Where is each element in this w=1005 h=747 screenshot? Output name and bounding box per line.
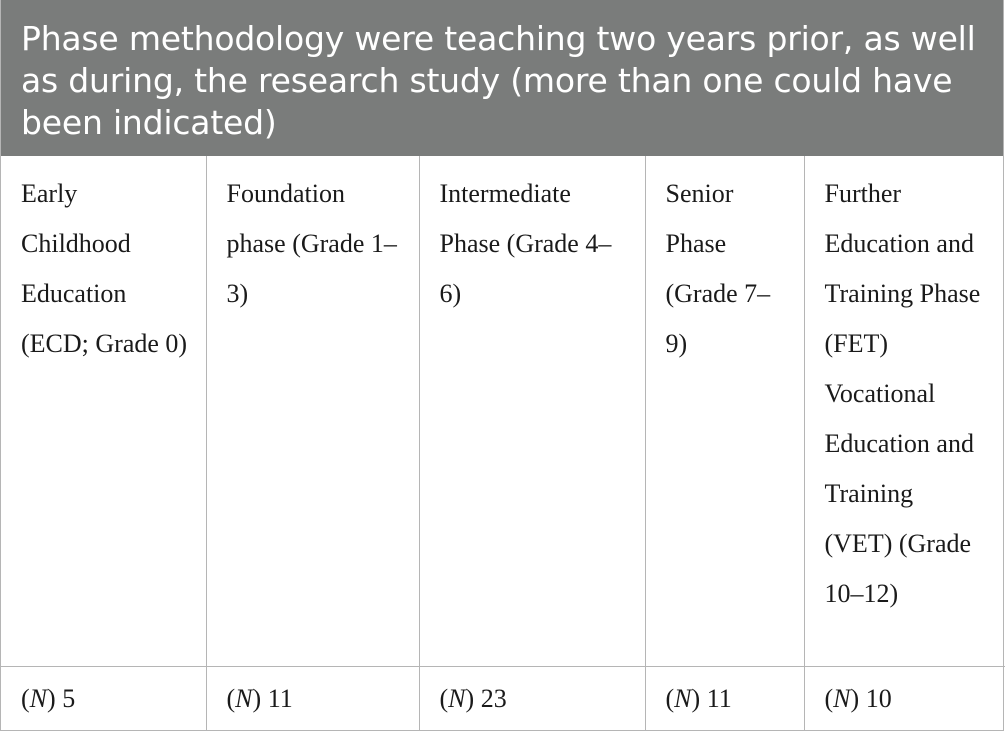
count-cell-ecd: (N) 5	[1, 666, 206, 730]
count-value: 11	[267, 683, 293, 713]
count-cell-fet-vet: (N) 10	[824, 683, 892, 713]
count-value: 10	[865, 683, 892, 713]
column-header-ecd: Early Childhood Education (ECD; Grade 0)	[1, 156, 206, 666]
n-label: N	[833, 683, 851, 713]
count-cell-senior: (N) 11	[645, 666, 804, 730]
n-label: N	[235, 683, 253, 713]
count-value: 11	[706, 683, 732, 713]
column-header-senior: Senior Phase (Grade 7–9)	[645, 156, 804, 666]
count-cell-intermediate: (N) 23	[419, 666, 645, 730]
n-label: N	[674, 683, 692, 713]
column-header-foundation: Foundation phase (Grade 1–3)	[206, 156, 419, 666]
n-label: N	[448, 683, 466, 713]
table-count-row	[1, 666, 1005, 730]
n-label: N	[29, 683, 48, 713]
table-header-row	[1, 156, 1005, 666]
count-cell-foundation: (N) 11	[206, 666, 419, 730]
count-value: 5	[62, 683, 76, 713]
table-body	[1, 156, 1005, 730]
table-title: Phase methodology were teaching two years prior, as well as during, the research study (more than one could have been indicated)	[1, 0, 1003, 156]
column-header-intermediate: Intermediate Phase (Grade 4–6)	[419, 156, 645, 666]
count-value: 23	[480, 683, 507, 713]
column-header-fet-vet: Further Education and Training Phase (FET) Vocational Education and Training (VET) (Grade 10–12)	[804, 156, 1005, 666]
